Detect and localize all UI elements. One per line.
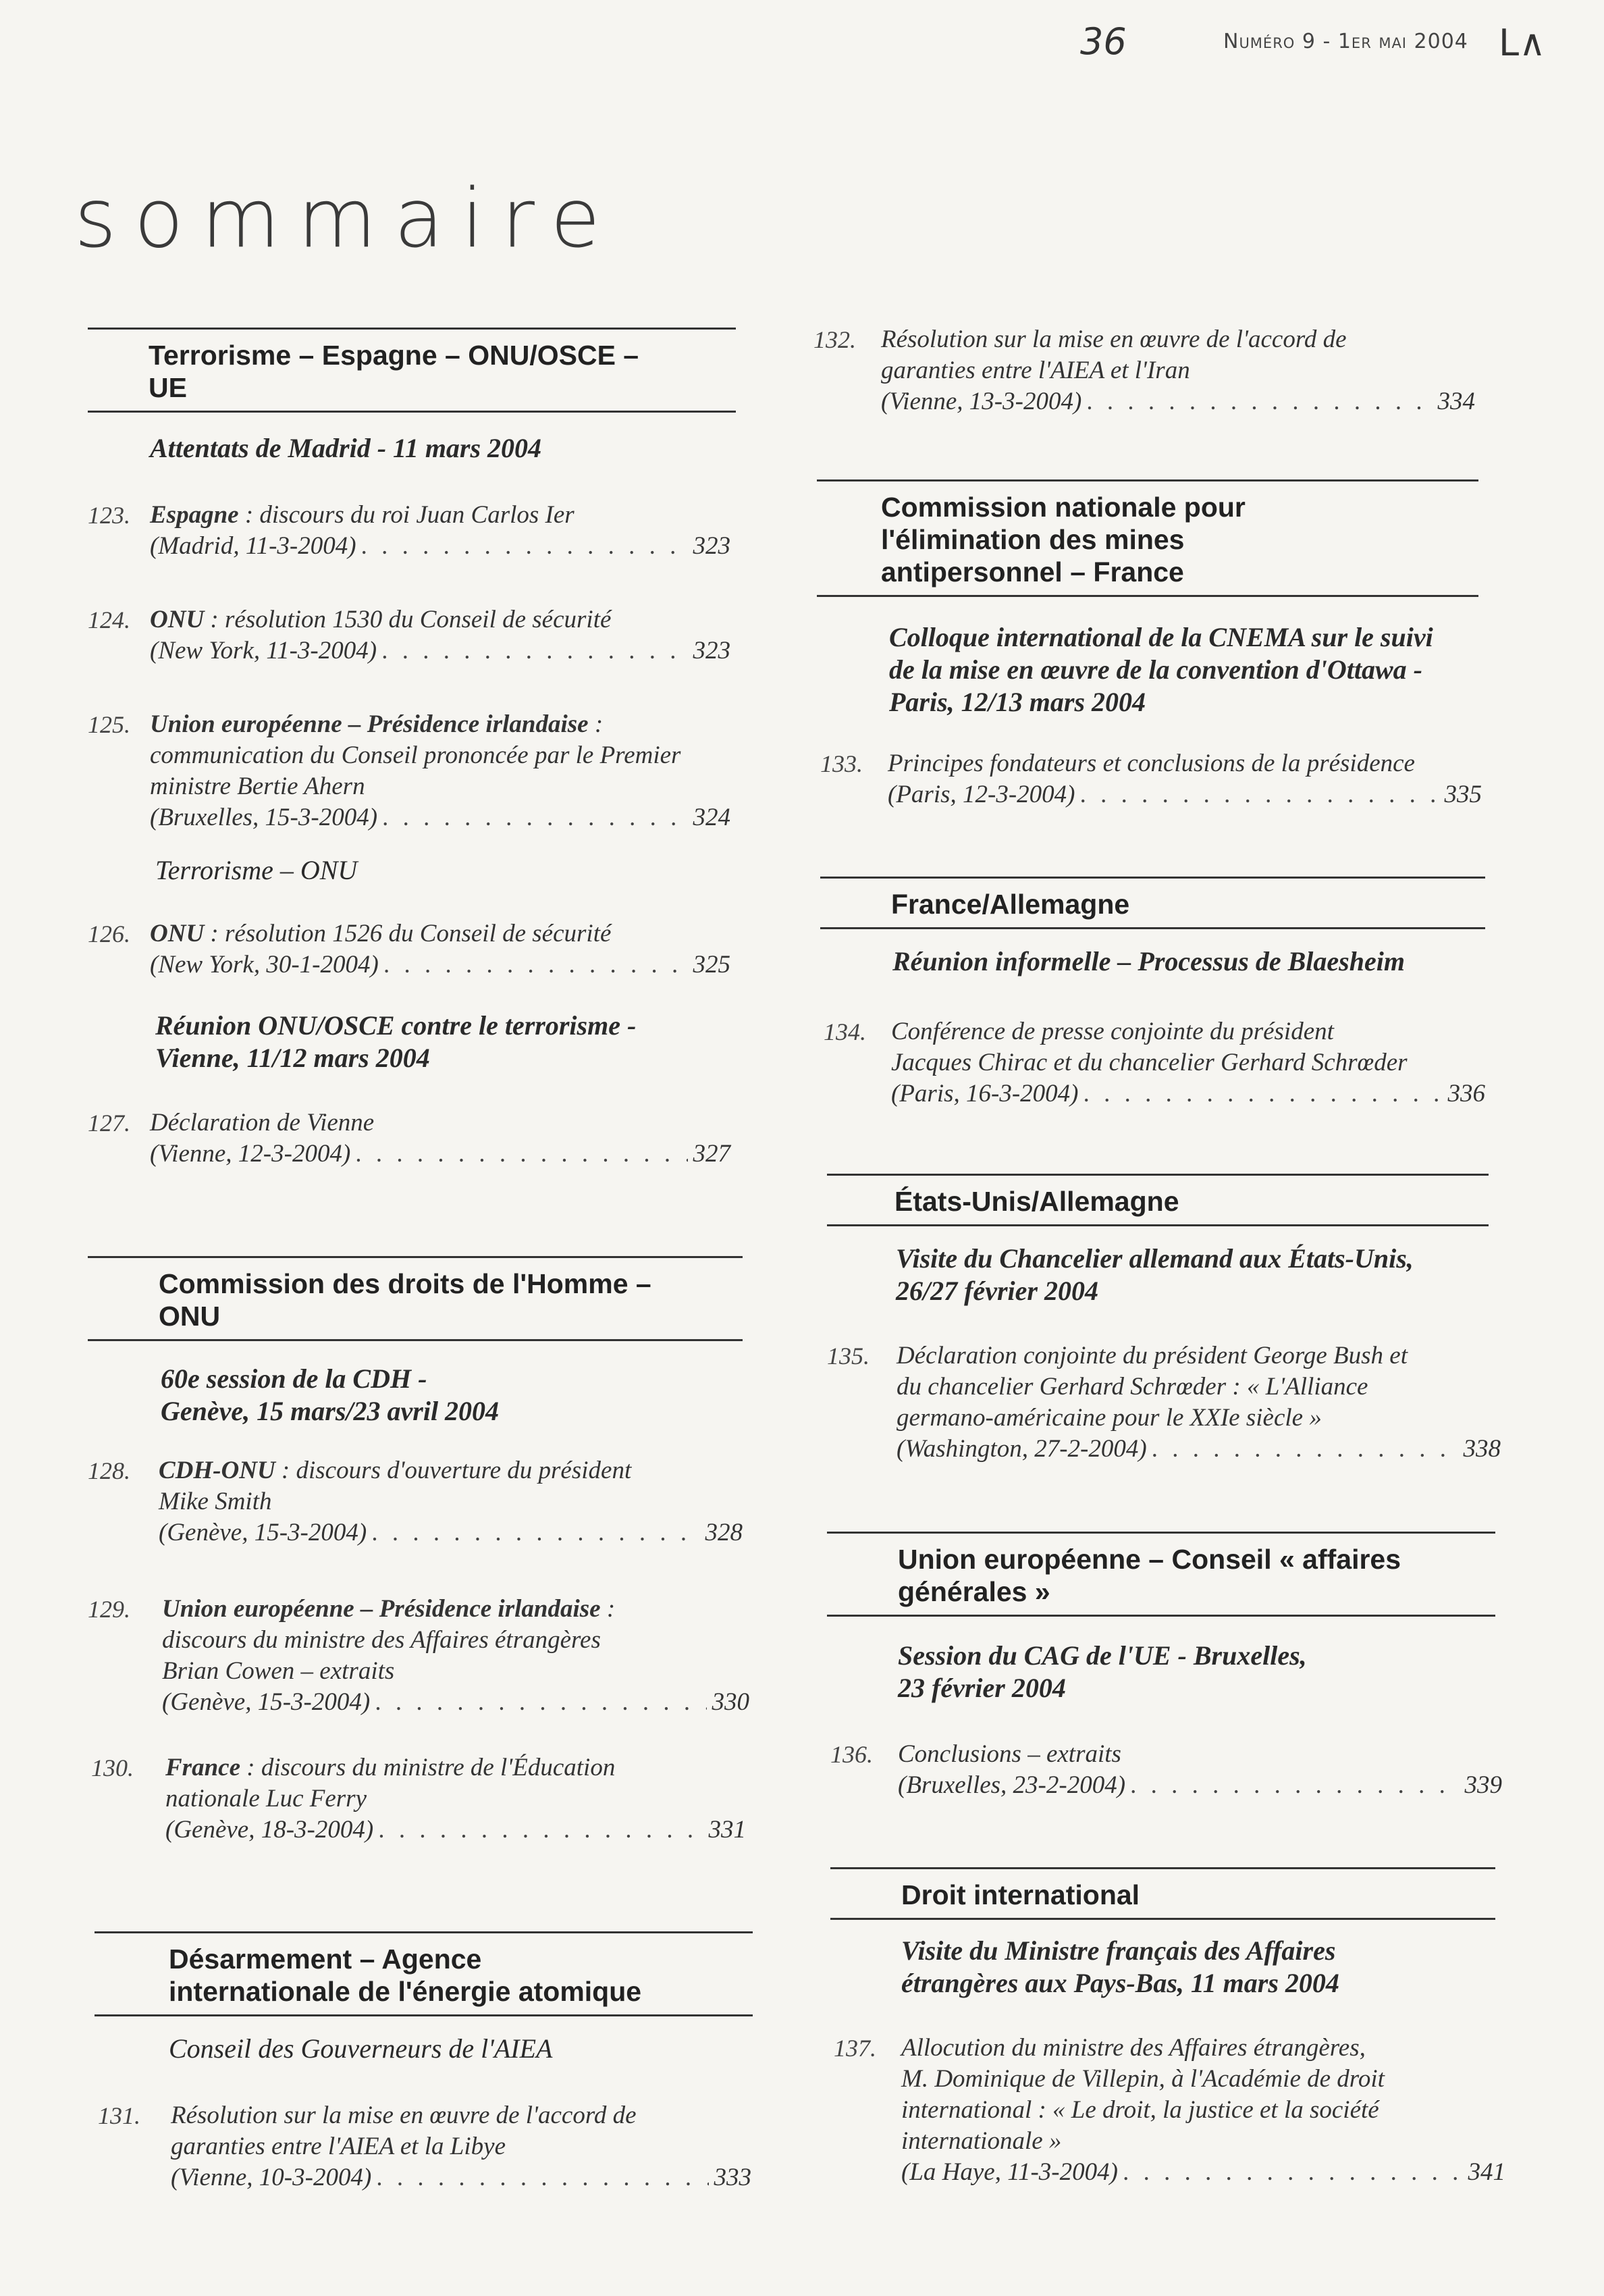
leader-dots — [1152, 1434, 1458, 1465]
section-ue-conseil — [827, 1532, 1495, 1617]
subhead-line: Réunion ONU/OSCE contre le terrorisme - — [155, 1010, 637, 1041]
entry-number: 128. — [88, 1457, 130, 1484]
entry-text: ministre Bertie Ahern — [150, 773, 365, 800]
entry-body — [150, 709, 730, 833]
entry-number: 129. — [88, 1596, 130, 1623]
entry-body — [891, 1016, 1485, 1110]
page-ref: 338 — [1463, 1435, 1501, 1463]
entry-number: 132. — [813, 326, 856, 353]
leader-dots — [1123, 2157, 1463, 2188]
page-ref: 333 — [714, 2164, 751, 2191]
section-france-allemagne — [820, 877, 1485, 929]
entry-text: Déclaration conjointe du président George Bush et — [897, 1342, 1408, 1369]
entry-number: 123. — [88, 502, 130, 529]
entry-text: : résolution 1526 du Conseil de sécurité — [204, 920, 612, 947]
leader-dots — [382, 635, 687, 667]
entry-text: : discours d'ouverture du président — [275, 1457, 632, 1484]
entry-text: Principes fondateurs et conclusions de la présidence — [888, 750, 1415, 777]
entry-text: du chancelier Gerhard Schrœder : « L'Alliance — [897, 1373, 1368, 1401]
entry-text: Jacques Chirac et du chancelier Gerhard Schrœder — [891, 1049, 1408, 1076]
issue-info: Numéro 9 - 1er mai 2004 — [1223, 30, 1468, 53]
entry-number: 125. — [88, 711, 130, 738]
subhead-reunion-onu-osce — [155, 1010, 636, 1074]
entry-ref: (Vienne, 12-3-2004) — [150, 1140, 351, 1168]
entry-number: 137. — [834, 2035, 876, 2062]
entry-body — [150, 604, 730, 667]
entry-body — [881, 324, 1475, 417]
entry-text: : — [600, 1595, 616, 1623]
subhead-line: Colloque international de la CNEMA sur le suivi — [889, 622, 1433, 652]
section-title: États-Unis/Allemagne — [894, 1186, 1179, 1217]
leader-dots — [375, 1687, 706, 1718]
entry-lead: France — [165, 1754, 240, 1781]
section-title-line: Terrorisme – Espagne – ONU/OSCE – — [149, 340, 639, 371]
section-desarmement-aiea — [95, 1931, 753, 2016]
subhead-visite-ministre — [901, 1935, 1339, 2000]
subhead-line: de la mise en œuvre de la convention d'Ottawa - — [889, 654, 1422, 685]
section-title: Droit international — [901, 1879, 1140, 1910]
page-ref: 324 — [693, 804, 730, 831]
page-ref: 327 — [693, 1140, 730, 1168]
entry-ref: (Madrid, 11-3-2004) — [150, 532, 356, 560]
section-title: France/Allemagne — [891, 889, 1130, 920]
section-title — [169, 1943, 753, 2008]
section-title-line: Commission nationale pour — [881, 492, 1246, 523]
section-droits-homme — [88, 1256, 743, 1341]
page-ref: 330 — [712, 1688, 749, 1716]
subhead-line: Vienne, 11/12 mars 2004 — [155, 1043, 430, 1073]
entry-text: : discours du roi Juan Carlos Ier — [238, 501, 574, 529]
entry-body — [162, 1594, 749, 1718]
entry-text: internationale » — [901, 2127, 1062, 2155]
subhead-line: 26/27 février 2004 — [896, 1276, 1098, 1306]
entry-number: 126. — [88, 920, 130, 947]
entry-text: garanties entre l'AIEA et la Libye — [171, 2133, 506, 2160]
subhead-line: Paris, 12/13 mars 2004 — [889, 687, 1146, 717]
subhead-blaesheim: Réunion informelle – Processus de Blaesheim — [892, 946, 1405, 976]
entry-body — [165, 1752, 746, 1846]
page-title: sommaire — [74, 172, 618, 266]
entry-body — [898, 1739, 1502, 1801]
corner-mark: L∧ — [1499, 22, 1546, 64]
page-ref: 325 — [693, 951, 730, 979]
section-title-line: UE — [149, 372, 187, 403]
entry-ref: (Bruxelles, 23-2-2004) — [898, 1771, 1126, 1799]
section-title-line: internationale de l'énergie atomique — [169, 1976, 642, 2007]
entry-number: 124. — [88, 606, 130, 633]
entry-body — [901, 2033, 1505, 2188]
entry-ref: (Vienne, 10-3-2004) — [171, 2164, 372, 2191]
leader-dots — [377, 2162, 708, 2193]
subhead-line: Session du CAG de l'UE - Bruxelles, — [898, 1640, 1307, 1671]
section-title-line: antipersonnel – France — [881, 556, 1184, 588]
section-title-line: Commission des droits de l'Homme – — [159, 1268, 651, 1299]
subhead-line: Visite du Ministre français des Affaires — [901, 1935, 1336, 1966]
subhead-colloque-cnema — [889, 621, 1433, 719]
subhead-line: Visite du Chancelier allemand aux États-Unis, — [896, 1243, 1414, 1274]
page-ref: 335 — [1444, 781, 1482, 808]
page-ref: 323 — [693, 637, 730, 664]
entry-ref: (New York, 30-1-2004) — [150, 951, 379, 979]
subhead-line: 60e session de la CDH - — [161, 1363, 427, 1394]
entry-text: discours du ministre des Affaires étrangères — [162, 1626, 601, 1654]
entry-text: M. Dominique de Villepin, à l'Académie de droit — [901, 2065, 1385, 2093]
page-ref: 334 — [1437, 388, 1475, 415]
entry-ref: (Washington, 27-2-2004) — [897, 1435, 1147, 1463]
subhead-session-cdh — [161, 1363, 499, 1428]
entry-ref: (Genève, 15-3-2004) — [159, 1519, 367, 1546]
section-title — [881, 491, 1478, 588]
section-title-line: Union européenne – Conseil « affaires — [898, 1544, 1401, 1575]
entry-text: Déclaration de Vienne — [150, 1109, 375, 1137]
entry-lead: Union européenne – Présidence irlandaise — [162, 1595, 601, 1623]
subhead-line: Genève, 15 mars/23 avril 2004 — [161, 1396, 500, 1426]
section-title — [159, 1268, 743, 1332]
subhead-terrorisme-onu: Terrorisme – ONU — [155, 855, 358, 885]
entry-text: : résolution 1530 du Conseil de sécurité — [204, 606, 612, 633]
entry-lead: Espagne — [150, 501, 239, 529]
section-title — [898, 1543, 1495, 1608]
entry-ref: (Vienne, 13-3-2004) — [881, 388, 1082, 415]
section-title-line: générales » — [898, 1576, 1050, 1607]
entry-lead: Union européenne – Présidence irlandaise — [150, 710, 589, 738]
entry-number: 131. — [98, 2102, 140, 2129]
entry-number: 130. — [91, 1754, 134, 1781]
entry-text: Résolution sur la mise en œuvre de l'accord de — [881, 325, 1347, 353]
entry-text: Résolution sur la mise en œuvre de l'accord de — [171, 2102, 637, 2129]
entry-text: Allocution du ministre des Affaires étrangères, — [901, 2034, 1366, 2062]
leader-dots — [372, 1517, 699, 1548]
entry-text: : — [588, 710, 604, 738]
entry-number: 133. — [820, 750, 863, 777]
section-title-line: Désarmement – Agence — [169, 1943, 482, 1975]
subhead-session-cag — [898, 1640, 1307, 1704]
leader-dots — [379, 1815, 703, 1846]
entry-ref: (La Haye, 11-3-2004) — [901, 2158, 1118, 2186]
section-cnema — [817, 479, 1478, 597]
leader-dots — [362, 531, 688, 562]
entry-body — [888, 748, 1482, 810]
entry-body — [159, 1455, 743, 1548]
leader-dots — [356, 1139, 687, 1170]
entry-ref: (Genève, 18-3-2004) — [165, 1816, 374, 1844]
leader-dots — [384, 949, 688, 981]
page-ref: 336 — [1447, 1080, 1485, 1107]
entry-text: Conclusions – extraits — [898, 1740, 1121, 1768]
entry-body — [150, 500, 730, 562]
entry-lead: ONU — [150, 920, 205, 947]
section-terrorisme-espagne — [88, 328, 736, 413]
entry-text: Conférence de presse conjointe du président — [891, 1018, 1334, 1045]
entry-number: 136. — [830, 1741, 873, 1768]
entry-text: Brian Cowen – extraits — [162, 1657, 395, 1685]
entry-lead: ONU — [150, 606, 205, 633]
subhead-line: étrangères aux Pays-Bas, 11 mars 2004 — [901, 1968, 1339, 1998]
leader-dots — [1087, 386, 1432, 417]
page-ref: 328 — [705, 1519, 743, 1546]
section-droit-international — [830, 1867, 1495, 1920]
subhead-conseil-gouverneurs: Conseil des Gouverneurs de l'AIEA — [169, 2033, 553, 2064]
section-title-line: l'élimination des mines — [881, 524, 1185, 555]
entry-text: international : « Le droit, la justice et la société — [901, 2096, 1379, 2124]
section-title-line: ONU — [159, 1301, 221, 1332]
entry-ref: (New York, 11-3-2004) — [150, 637, 377, 664]
entry-ref: (Genève, 15-3-2004) — [162, 1688, 371, 1716]
section-title — [149, 339, 736, 404]
leader-dots — [383, 802, 687, 833]
entry-ref: (Bruxelles, 15-3-2004) — [150, 804, 378, 831]
subhead-attentats-madrid: Attentats de Madrid - 11 mars 2004 — [150, 433, 542, 463]
entry-ref: (Paris, 16-3-2004) — [891, 1080, 1079, 1107]
leader-dots — [1084, 1078, 1442, 1110]
subhead-visite-chancelier — [896, 1243, 1414, 1307]
entry-body — [897, 1340, 1501, 1465]
entry-body — [150, 1107, 730, 1170]
page-ref: 323 — [693, 532, 730, 560]
entry-text: communication du Conseil prononcée par le Premier — [150, 741, 681, 769]
entry-text: Mike Smith — [159, 1488, 272, 1515]
entry-text: germano-américaine pour le XXIe siècle » — [897, 1404, 1322, 1432]
entry-number: 127. — [88, 1110, 130, 1137]
entry-body — [150, 918, 730, 981]
page-number: 36 — [1080, 20, 1127, 63]
entry-body — [171, 2100, 751, 2193]
leader-dots — [1080, 779, 1439, 810]
subhead-line: 23 février 2004 — [898, 1673, 1066, 1703]
page-header — [0, 20, 1604, 68]
entry-text: : discours du ministre de l'Éducation — [240, 1754, 616, 1781]
section-etats-unis-allemagne — [827, 1174, 1489, 1226]
entry-number: 134. — [824, 1018, 866, 1045]
entry-text: garanties entre l'AIEA et l'Iran — [881, 357, 1190, 384]
page-ref: 341 — [1468, 2158, 1505, 2186]
page-ref: 339 — [1464, 1771, 1502, 1799]
entry-lead: CDH-ONU — [159, 1457, 275, 1484]
page-ref: 331 — [708, 1816, 746, 1844]
entry-ref: (Paris, 12-3-2004) — [888, 781, 1075, 808]
leader-dots — [1131, 1770, 1459, 1801]
entry-text: nationale Luc Ferry — [165, 1785, 367, 1812]
entry-number: 135. — [827, 1342, 870, 1369]
